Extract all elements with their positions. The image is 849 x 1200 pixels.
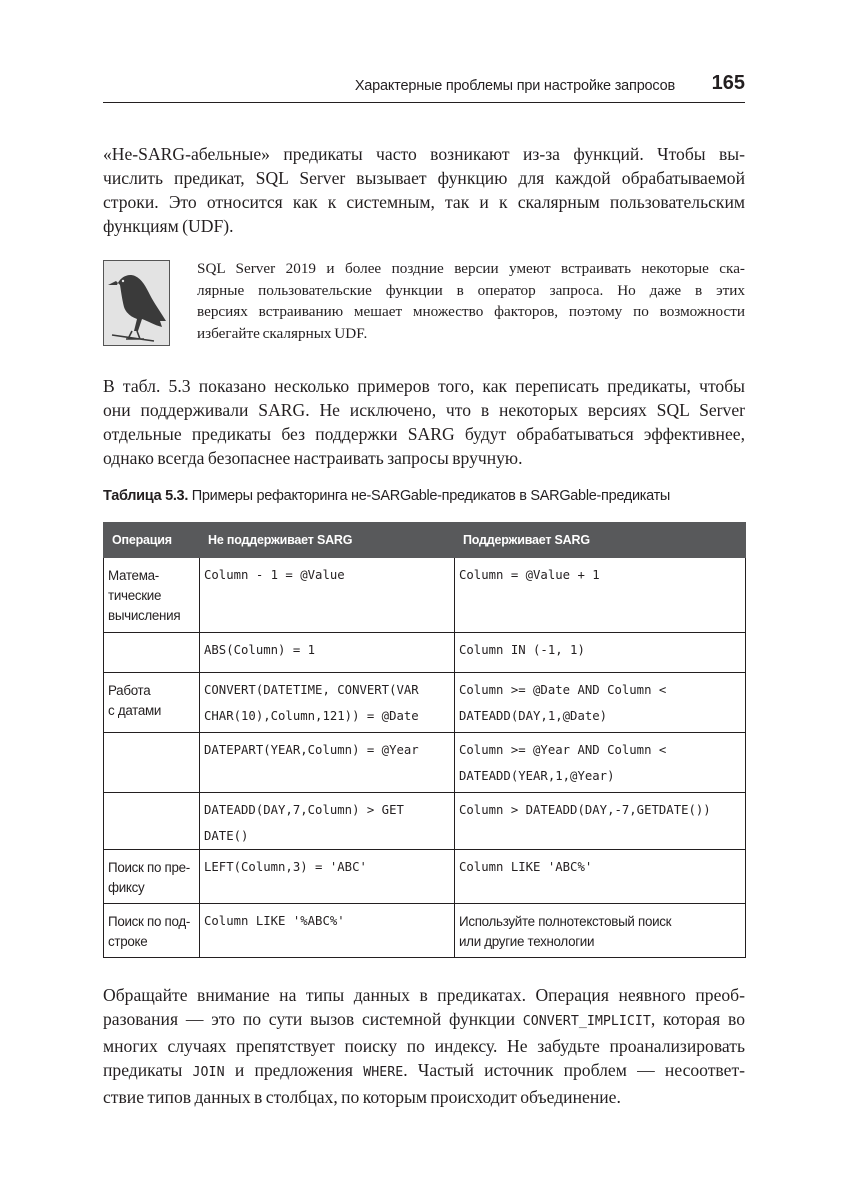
cell-sarg: Column >= @Year AND Column < DATEADD(YEAR,1,@Year) xyxy=(455,733,746,793)
table-row xyxy=(104,673,746,733)
cell-operation: Поиск по пре- фиксу xyxy=(104,850,200,904)
inline-code: CONVERT_IMPLICIT xyxy=(522,1014,651,1029)
paragraph-non-sargable xyxy=(103,142,745,238)
note-line: лярные пользовательские функции в оператор запроса. Но даже в этих xyxy=(197,281,745,299)
cell-not-sarg: DATEADD(DAY,7,Column) > GET DATE() xyxy=(200,793,455,850)
paragraph-line: Обращайте внимание на типы данных в предикатах. Операция неявного преоб- xyxy=(103,985,745,1005)
cell-operation: Поиск по под- строке xyxy=(104,904,200,958)
table-row xyxy=(104,850,746,904)
paragraph-line: ствие типов данных в столбцах, по которым происходит объединение. xyxy=(103,1087,621,1107)
paragraph-line: однако всегда безопаснее настраивать запросы вручную. xyxy=(103,448,523,468)
paragraph-line: они поддерживали SARG. Не исключено, что в некоторых версиях SQL Server xyxy=(103,400,745,420)
note-line: избегайте скалярных UDF. xyxy=(197,324,368,342)
page-number: 165 xyxy=(711,72,745,94)
table-caption-text: Примеры рефакторинга не-SARGable-предикатов в SARGable-предикаты xyxy=(188,488,671,504)
cell-not-sarg: CONVERT(DATETIME, CONVERT(VAR CHAR(10),Column,121)) = @Date xyxy=(200,673,455,733)
table-caption-label: Таблица 5.3. xyxy=(103,488,189,504)
table-row xyxy=(104,633,746,673)
table-row xyxy=(104,904,746,958)
cell-operation xyxy=(104,633,200,673)
inline-code: WHERE xyxy=(363,1065,404,1080)
note-text xyxy=(197,258,745,344)
column-header-not-sarg: Не поддерживает SARG xyxy=(200,523,455,558)
cell-operation xyxy=(104,733,200,793)
cell-not-sarg: Column - 1 = @Value xyxy=(200,558,455,633)
paragraph-line: функциям (UDF). xyxy=(103,216,234,236)
paragraph-line: «Не-SARG-абельные» предикаты часто возникают из-за функций. Чтобы вы- xyxy=(103,144,745,164)
inline-code: JOIN xyxy=(192,1065,225,1080)
paragraph-line: строки. Это относится как к системным, так и к скалярным пользовательским xyxy=(103,192,745,212)
cell-operation: Матема- тические вычисления xyxy=(104,558,200,633)
cell-operation: Работа с датами xyxy=(104,673,200,733)
note-box xyxy=(103,258,745,350)
paragraph-line: В табл. 5.3 показано несколько примеров того, как переписать предикаты, чтобы xyxy=(103,376,745,396)
note-line: SQL Server 2019 и более поздние версии умеют встраивать некоторые ска- xyxy=(197,260,745,277)
paragraph-line: числить предикат, SQL Server вызывает функцию для каждой обрабатываемой xyxy=(103,168,745,188)
note-line: версиях встраиванию мешает множество факторов, поэтому по возможности xyxy=(197,303,745,320)
column-header-operation: Операция xyxy=(104,523,200,558)
table-row xyxy=(104,733,746,793)
cell-sarg: Column LIKE 'ABC%' xyxy=(455,850,746,904)
running-title: Характерные проблемы при настройке запросов xyxy=(354,78,675,94)
table-row xyxy=(104,793,746,850)
paragraph-table-intro xyxy=(103,374,745,470)
paragraph-data-types xyxy=(103,983,745,1109)
cell-not-sarg: DATEPART(YEAR,Column) = @Year xyxy=(200,733,455,793)
cell-sarg: Column = @Value + 1 xyxy=(455,558,746,633)
cell-operation xyxy=(104,793,200,850)
crow-icon xyxy=(103,260,170,346)
running-header xyxy=(103,72,745,103)
cell-sarg: Column > DATEADD(DAY,-7,GETDATE()) xyxy=(455,793,746,850)
cell-sarg: Column IN (-1, 1) xyxy=(455,633,746,673)
paragraph-line: многих случаях препятствует поиску по индексу. Не забудьте проанализировать xyxy=(103,1036,745,1056)
paragraph-line: отдельные предикаты без поддержки SARG будут обрабатываться эффективнее, xyxy=(103,424,745,444)
sarg-table xyxy=(103,522,746,958)
paragraph-line: предикаты JOIN и предложения WHERE. Частый источник проблем — несоответ- xyxy=(103,1060,745,1080)
paragraph-line: разования — это по сути вызов системной функции CONVERT_IMPLICIT, которая во xyxy=(103,1009,745,1029)
table-caption xyxy=(103,488,670,504)
cell-sarg: Column >= @Date AND Column < DATEADD(DAY,1,@Date) xyxy=(455,673,746,733)
table-header-row xyxy=(104,523,746,558)
cell-sarg: Используйте полнотекстовый поиск или другие технологии xyxy=(455,904,746,958)
cell-not-sarg: LEFT(Column,3) = 'ABC' xyxy=(200,850,455,904)
cell-not-sarg: ABS(Column) = 1 xyxy=(200,633,455,673)
column-header-sarg: Поддерживает SARG xyxy=(455,523,746,558)
cell-not-sarg: Column LIKE '%ABC%' xyxy=(200,904,455,958)
table-row xyxy=(104,558,746,633)
